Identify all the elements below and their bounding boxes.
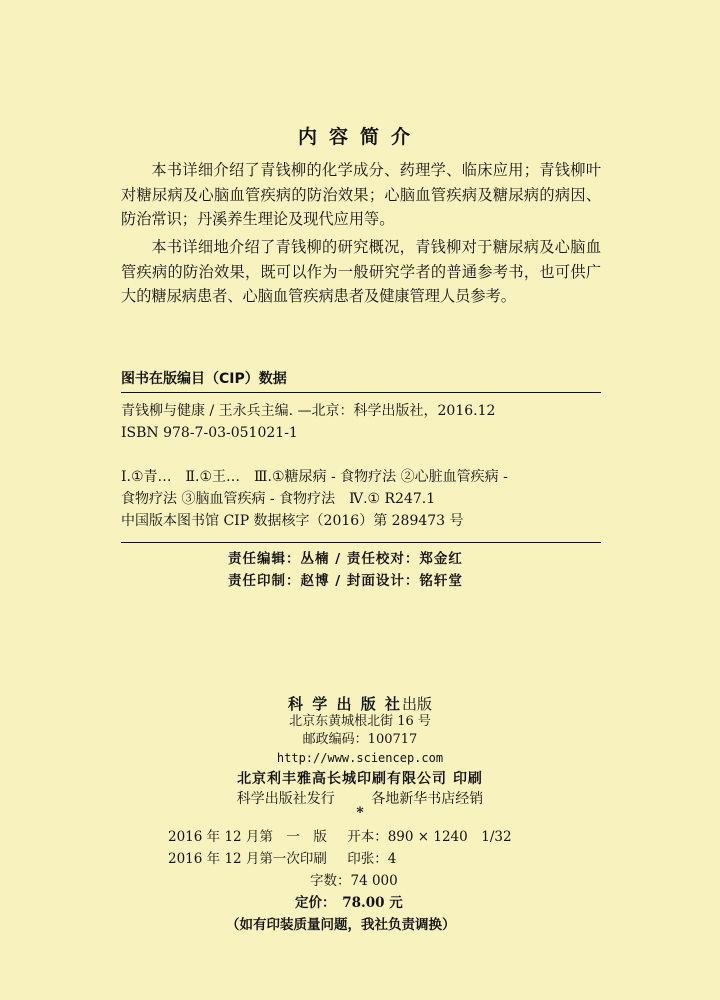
publisher-postcode: 邮政编码：100717 [302, 732, 418, 747]
printer-name: 北京利丰雅高长城印刷有限公司 [237, 771, 448, 787]
printing: 2016 年 12 月第一次印刷 [168, 851, 327, 867]
publisher-name-text: 科 学 出 版 社 [288, 695, 402, 713]
cip-isbn-line: ISBN 978-7-03-051021-1 [121, 425, 298, 441]
cip-number-line: 中国版本图书馆 CIP 数据核字（2016）第 289473 号 [121, 513, 464, 529]
sheets: 印张：4 [347, 851, 397, 867]
credits-editors: 责任编辑：丛楠 / 责任校对：郑金红 [228, 551, 463, 567]
summary-paragraph-2: 本书详细地介绍了青钱柳的研究概况，青钱柳对于糖尿病及心脑血管疾病的防治效果，既可以作为一般研究学者的普通参考书，也可供广大的糖尿病患者、心脑血管疾病患者及健康管理人员参考。 [121, 238, 601, 305]
publisher-suffix: 出版 [401, 695, 432, 713]
distributor: 科学出版社发行 [236, 791, 335, 807]
cip-title-line: 青钱柳与健康 / 王永兵主编. —北京：科学出版社，2016.12 [121, 403, 496, 419]
credits-production: 责任印制：赵博 / 封面设计：铭轩堂 [228, 573, 463, 589]
price: 定价： 78.00 元 [295, 895, 403, 911]
cip-top-rule [121, 392, 601, 393]
word-count: 字数：74 000 [310, 873, 398, 889]
cip-bottom-rule [121, 542, 601, 543]
publisher-address: 北京东黄城根北街 16 号 [289, 714, 431, 729]
cip-record [121, 400, 601, 444]
cip-subject-line-1: Ⅰ.①青… Ⅱ.①王… Ⅲ.①糖尿病 - 食物疗法 ②心脏血管疾病 - [121, 469, 508, 485]
summary-paragraph-1: 本书详细介绍了青钱柳的化学成分、药理学、临床应用；青钱柳叶对糖尿病及心脑血管疾病的防治效果；心脑血管疾病及糖尿病的病因、防治常识；丹溪养生理论及现代应用等。 [121, 161, 601, 228]
printing-row [168, 848, 588, 870]
cip-subject-line-2: 食物疗法 ③脑血管疾病 - 食物疗法 Ⅳ.① R247.1 [121, 491, 436, 507]
cip-heading: 图书在版编目（CIP）数据 [121, 371, 287, 387]
separator-star: * [356, 805, 364, 821]
page-title: 内容简介 [297, 126, 422, 148]
format: 开本：890 × 1240 1/32 [347, 829, 512, 845]
staff-credits [228, 548, 588, 592]
printer-line [0, 768, 720, 788]
edition: 2016 年 12 月第 一 版 [168, 829, 327, 845]
edition-row [168, 826, 588, 848]
edition-specs [168, 826, 588, 936]
printer-suffix: 印刷 [452, 771, 483, 787]
cip-classification [121, 466, 601, 532]
quality-note: （如有印装质量问题，我社负责调换） [226, 917, 456, 933]
publisher-name [0, 693, 720, 714]
publisher-url: http://www.sciencep.com [276, 751, 444, 765]
sellers: 各地新华书店经销 [371, 791, 484, 807]
